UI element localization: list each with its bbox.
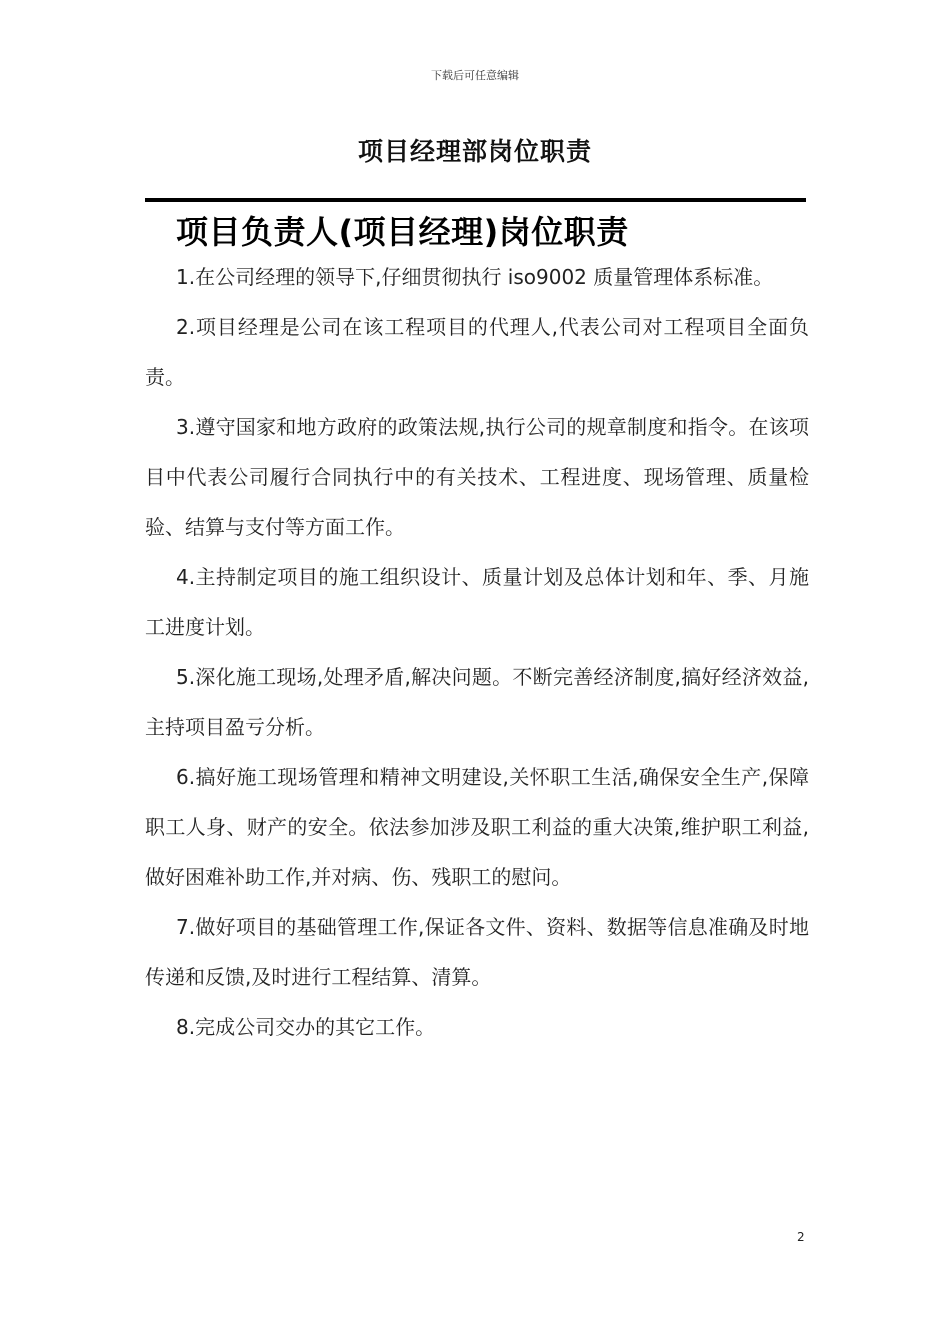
- header-note: 下载后可任意编辑: [431, 69, 519, 82]
- duty-item-5: 5.深化施工现场,处理矛盾,解决问题。不断完善经济制度,搞好经济效益,主持项目盈亏分析。: [145, 665, 809, 739]
- document-title: 项目经理部岗位职责: [357, 137, 592, 166]
- duty-list: [145, 252, 809, 1052]
- duty-item-2: 2.项目经理是公司在该工程项目的代理人,代表公司对工程项目全面负责。: [145, 315, 809, 389]
- page-number: 2: [797, 1230, 805, 1244]
- duty-item-6: 6.搞好施工现场管理和精神文明建设,关怀职工生活,确保安全生产,保障职工人身、财产的安全。依法参加涉及职工利益的重大决策,维护职工利益,做好困难补助工作,并对病、伤、残职工的慰问。: [145, 765, 809, 889]
- duty-item-1: 1.在公司经理的领导下,仔细贯彻执行 iso9002 质量管理体系标准。: [176, 265, 774, 289]
- duty-item-8: 8.完成公司交办的其它工作。: [176, 1015, 436, 1039]
- title-divider: [145, 198, 806, 202]
- duty-item-3: 3.遵守国家和地方政府的政策法规,执行公司的规章制度和指令。在该项目中代表公司履行合同执行中的有关技术、工程进度、现场管理、质量检验、结算与支付等方面工作。: [145, 415, 809, 539]
- section-title: 项目负责人(项目经理)岗位职责: [176, 213, 629, 251]
- duty-item-4: 4.主持制定项目的施工组织设计、质量计划及总体计划和年、季、月施工进度计划。: [145, 565, 809, 639]
- duty-item-7: 7.做好项目的基础管理工作,保证各文件、资料、数据等信息准确及时地传递和反馈,及时进行工程结算、清算。: [145, 915, 809, 989]
